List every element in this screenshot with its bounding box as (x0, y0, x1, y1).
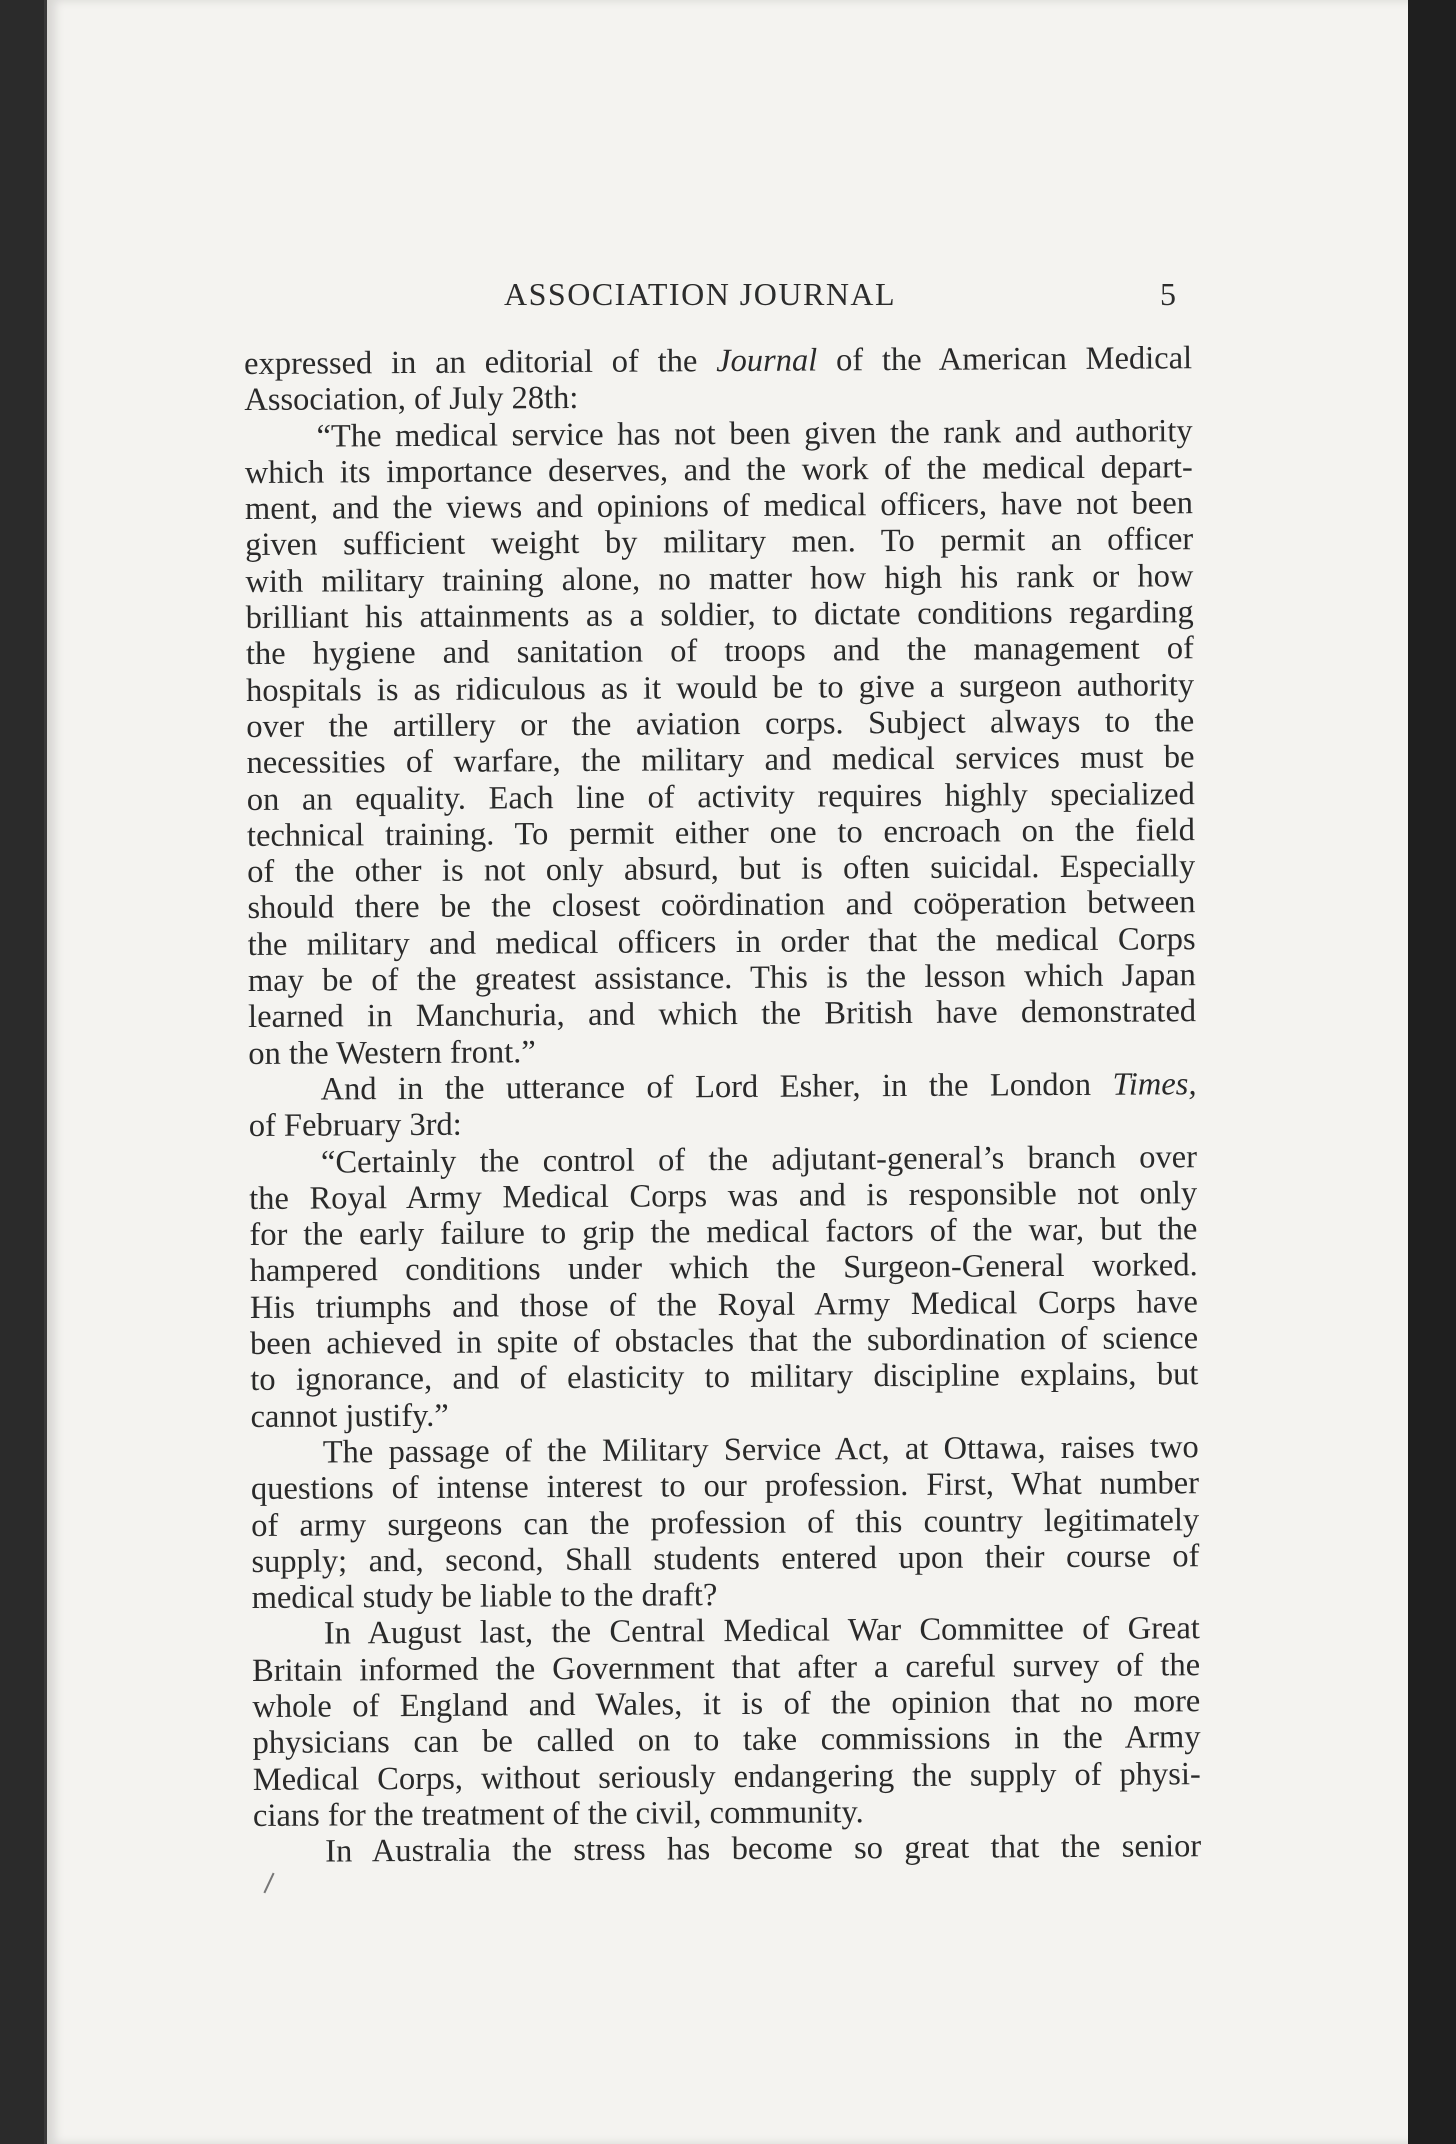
text-line: ment, and the views and opinions of medical officers, have not been (244, 485, 1194, 528)
text-line: given sufficient weight by military men. To permit an officer (245, 521, 1194, 564)
text-line: Association, of July 28th: (244, 380, 579, 419)
text-line: the military and medical officers in order that the medical Corps (247, 920, 1196, 963)
text-line: the hygiene and sanitation of troops and the management of (245, 630, 1194, 673)
text-line: physicians can be called on to take commissions in the Army (252, 1719, 1201, 1762)
text-line: technical training. To permit either one to encroach on the field (246, 812, 1196, 854)
text-line: In Australia the stress has become so great that the senior (325, 1828, 1202, 1870)
scan-border (1408, 0, 1456, 2144)
text-line: Britain informed the Government that after a careful survey of the (251, 1646, 1201, 1689)
text-line: on an equality. Each line of activity requires highly specialized (246, 775, 1195, 818)
text-line: Medical Corps, without seriously endangering the supply of physi- (252, 1755, 1201, 1798)
text-line: And in the utterance of Lord Esher, in the London Times, (320, 1066, 1197, 1108)
text-line: over the artillery or the aviation corps. Subject always to the (246, 703, 1195, 745)
page-number: 5 (1160, 276, 1176, 312)
text-line: should there be the closest coördination and coöperation between (247, 884, 1196, 927)
text-line: whole of England and Wales, it is of the opinion that no more (252, 1683, 1201, 1725)
text-line: necessities of warfare, the military and medical services must be (246, 739, 1195, 782)
text-line: of army surgeons can the profession of this country legitimately (251, 1501, 1200, 1544)
text-line: hampered conditions under which the Surgeon-General worked. (249, 1247, 1198, 1290)
text-line: In August last, the Central Medical War Committee of Great (323, 1610, 1200, 1652)
text-line: hospitals is as ridiculous as it would be to give a surgeon authority (245, 666, 1195, 709)
text-line: the Royal Army Medical Corps was and is responsible not only (249, 1175, 1198, 1217)
text-line: learned in Manchuria, and which the British have demonstrated (247, 993, 1197, 1036)
running-head: ASSOCIATION JOURNAL (504, 276, 897, 312)
text-line: The passage of the Military Service Act, at Ottawa, raises two (322, 1429, 1199, 1471)
text-line: cians for the treatment of the civil, community. (252, 1794, 864, 1834)
text-line: medical study be liable to the draft? (251, 1577, 718, 1617)
text-line: to ignorance, and of elasticity to military discipline explains, but (250, 1356, 1199, 1399)
text-line: brilliant his attainments as a soldier, to dictate conditions regarding (245, 594, 1194, 637)
text-line: on the Western front.” (248, 1033, 536, 1072)
text-line: of February 3rd: (248, 1106, 462, 1145)
body-text (244, 340, 1201, 1870)
text-line: “Certainly the control of the adjutant-general’s branch over (320, 1138, 1198, 1181)
text-line: supply; and, second, Shall students entered upon their course of (251, 1537, 1200, 1580)
text-line: for the early failure to grip the medical factors of the war, but the (249, 1211, 1198, 1254)
text-line: “The medical service has not been given the rank and authority (316, 412, 1193, 455)
text-line: His triumphs and those of the Royal Army Medical Corps have (249, 1283, 1198, 1326)
text-line: which its importance deserves, and the work of the medical depart- (244, 449, 1193, 491)
text-line: cannot justify.” (250, 1397, 449, 1435)
text-line: of the other is not only absurd, but is often suicidal. Especially (247, 848, 1196, 891)
text-line: with military training alone, no matter how high his rank or how (245, 557, 1194, 600)
text-line: may be of the greatest assistance. This is the lesson which Japan (247, 957, 1196, 1000)
text-line: expressed in an editorial of the Journal of the American Medical (244, 340, 1193, 382)
text-line: been achieved in spite of obstacles that the subordination of science (249, 1320, 1199, 1362)
text-line: questions of intense interest to our profession. First, What number (250, 1465, 1200, 1508)
